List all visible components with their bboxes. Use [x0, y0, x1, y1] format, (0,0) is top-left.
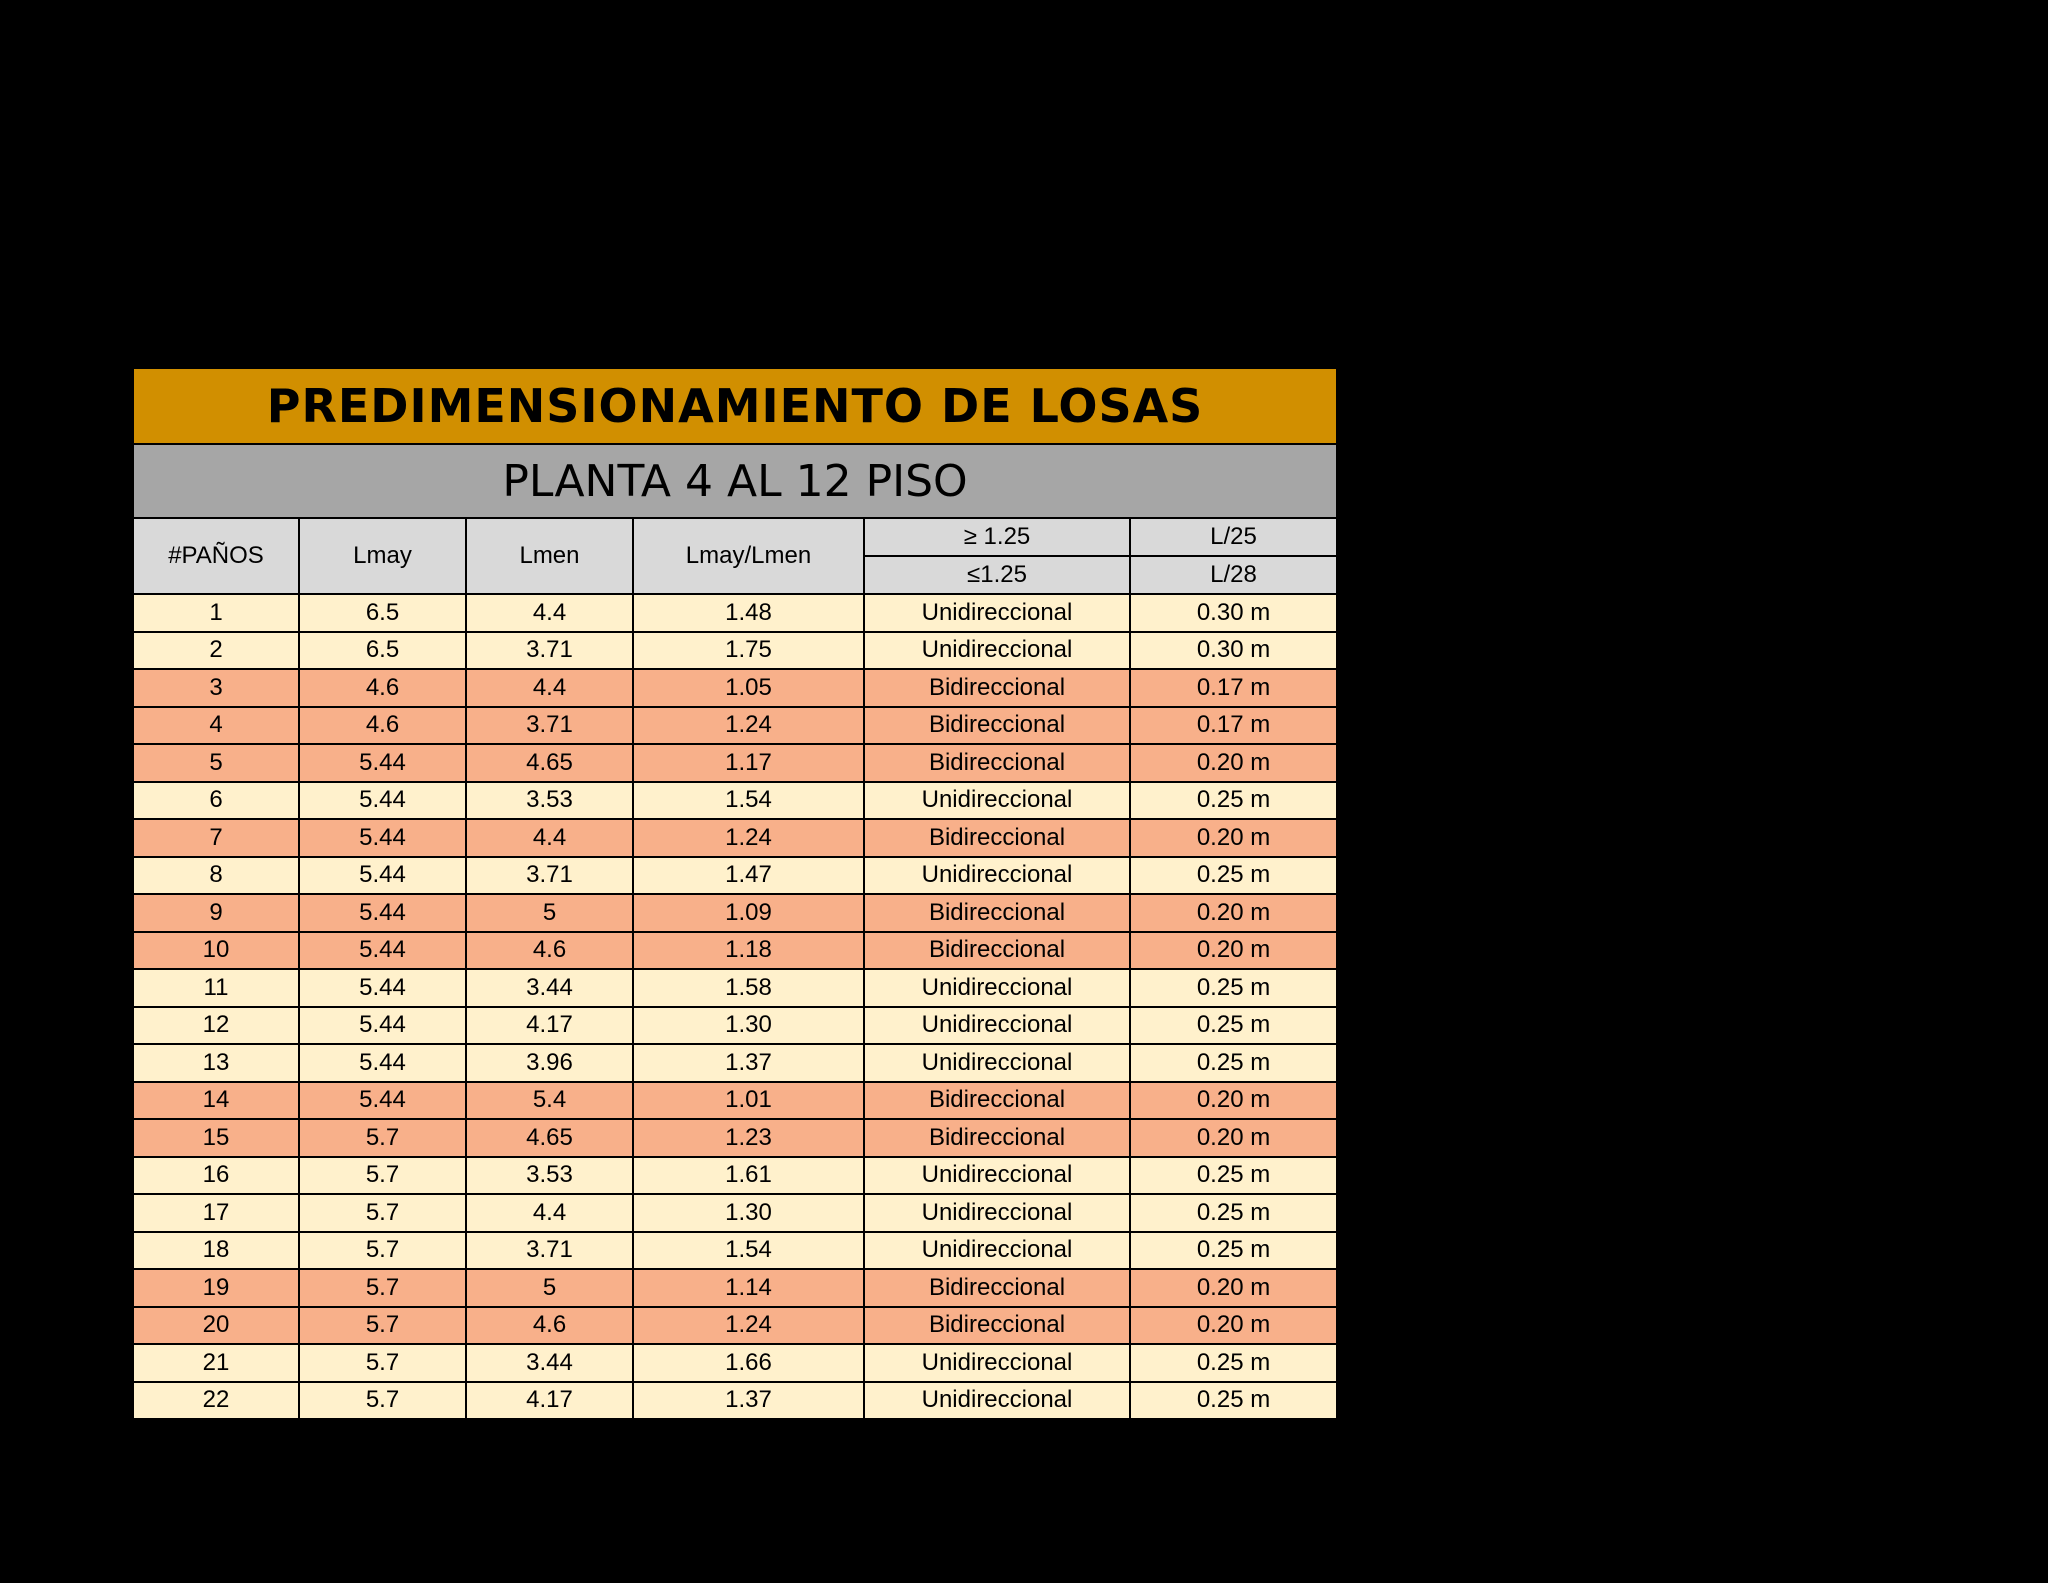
table-row	[133, 1044, 1337, 1082]
cell-espesor: 0.25 m	[1130, 782, 1337, 820]
cell-espesor: 0.17 m	[1130, 669, 1337, 707]
table-row	[133, 857, 1337, 895]
cell-lmay: 5.7	[299, 1157, 466, 1195]
cell-pano: 22	[133, 1382, 299, 1420]
cell-lmen: 3.71	[466, 857, 633, 895]
cell-ratio: 1.58	[633, 969, 864, 1007]
cell-espesor: 0.30 m	[1130, 594, 1337, 632]
header-lmen: Lmen	[466, 518, 633, 594]
cell-espesor: 0.25 m	[1130, 1007, 1337, 1045]
table-row	[133, 707, 1337, 745]
cell-tipo: Unidireccional	[864, 857, 1130, 895]
cell-tipo: Unidireccional	[864, 1344, 1130, 1382]
table-row	[133, 1269, 1337, 1307]
cell-lmay: 5.44	[299, 1007, 466, 1045]
cell-lmen: 4.4	[466, 594, 633, 632]
cell-tipo: Unidireccional	[864, 1232, 1130, 1270]
cell-lmay: 5.7	[299, 1232, 466, 1270]
cell-espesor: 0.20 m	[1130, 932, 1337, 970]
cell-espesor: 0.20 m	[1130, 1307, 1337, 1345]
cell-ratio: 1.23	[633, 1119, 864, 1157]
cell-lmay: 5.44	[299, 969, 466, 1007]
cell-ratio: 1.61	[633, 1157, 864, 1195]
cell-tipo: Unidireccional	[864, 1044, 1130, 1082]
cell-ratio: 1.01	[633, 1082, 864, 1120]
cell-lmay: 5.44	[299, 1082, 466, 1120]
table-row	[133, 594, 1337, 632]
cell-pano: 2	[133, 632, 299, 670]
table-row	[133, 1007, 1337, 1045]
cell-espesor: 0.25 m	[1130, 1044, 1337, 1082]
cell-espesor: 0.17 m	[1130, 707, 1337, 745]
cell-tipo: Bidireccional	[864, 1307, 1130, 1345]
table-row	[133, 1119, 1337, 1157]
cell-espesor: 0.20 m	[1130, 1269, 1337, 1307]
cell-espesor: 0.30 m	[1130, 632, 1337, 670]
cell-lmay: 4.6	[299, 669, 466, 707]
cell-ratio: 1.47	[633, 857, 864, 895]
cell-ratio: 1.24	[633, 819, 864, 857]
cell-ratio: 1.37	[633, 1382, 864, 1420]
cell-ratio: 1.48	[633, 594, 864, 632]
cell-espesor: 0.25 m	[1130, 1232, 1337, 1270]
cell-pano: 12	[133, 1007, 299, 1045]
cell-tipo: Unidireccional	[864, 594, 1130, 632]
cell-pano: 5	[133, 744, 299, 782]
cell-pano: 17	[133, 1194, 299, 1232]
cell-lmen: 4.4	[466, 819, 633, 857]
cell-lmay: 5.44	[299, 782, 466, 820]
table-row	[133, 819, 1337, 857]
cell-tipo: Bidireccional	[864, 744, 1130, 782]
cell-ratio: 1.24	[633, 1307, 864, 1345]
cell-lmay: 5.7	[299, 1307, 466, 1345]
table-row	[133, 932, 1337, 970]
cell-pano: 11	[133, 969, 299, 1007]
cell-tipo: Unidireccional	[864, 1382, 1130, 1420]
cell-lmay: 5.44	[299, 819, 466, 857]
cell-lmen: 5.4	[466, 1082, 633, 1120]
cell-tipo: Bidireccional	[864, 894, 1130, 932]
header-panos: #PAÑOS	[133, 518, 299, 594]
table-row	[133, 969, 1337, 1007]
cell-lmen: 3.44	[466, 969, 633, 1007]
cell-tipo: Unidireccional	[864, 632, 1130, 670]
header-condition-le: ≤1.25	[864, 556, 1130, 594]
cell-lmen: 3.53	[466, 782, 633, 820]
cell-tipo: Unidireccional	[864, 1157, 1130, 1195]
cell-tipo: Unidireccional	[864, 1194, 1130, 1232]
cell-espesor: 0.20 m	[1130, 1119, 1337, 1157]
cell-lmay: 5.7	[299, 1194, 466, 1232]
table-row	[133, 1382, 1337, 1420]
cell-lmen: 5	[466, 1269, 633, 1307]
cell-ratio: 1.54	[633, 782, 864, 820]
cell-lmay: 5.44	[299, 857, 466, 895]
cell-tipo: Bidireccional	[864, 932, 1130, 970]
cell-lmay: 4.6	[299, 707, 466, 745]
cell-lmen: 3.71	[466, 707, 633, 745]
cell-espesor: 0.25 m	[1130, 857, 1337, 895]
cell-lmay: 5.44	[299, 744, 466, 782]
cell-tipo: Bidireccional	[864, 707, 1130, 745]
cell-lmen: 3.96	[466, 1044, 633, 1082]
cell-lmay: 6.5	[299, 632, 466, 670]
cell-espesor: 0.25 m	[1130, 969, 1337, 1007]
cell-lmay: 5.7	[299, 1382, 466, 1420]
table-row	[133, 632, 1337, 670]
header-lmay: Lmay	[299, 518, 466, 594]
cell-tipo: Unidireccional	[864, 969, 1130, 1007]
cell-lmay: 5.44	[299, 894, 466, 932]
cell-tipo: Bidireccional	[864, 1082, 1130, 1120]
cell-pano: 10	[133, 932, 299, 970]
table-row	[133, 669, 1337, 707]
cell-espesor: 0.20 m	[1130, 744, 1337, 782]
cell-pano: 14	[133, 1082, 299, 1120]
subtitle-row	[133, 444, 1337, 518]
cell-pano: 8	[133, 857, 299, 895]
cell-lmen: 4.6	[466, 932, 633, 970]
cell-pano: 13	[133, 1044, 299, 1082]
table-row	[133, 1157, 1337, 1195]
cell-tipo: Bidireccional	[864, 1269, 1130, 1307]
header-formula-l28: L/28	[1130, 556, 1337, 594]
cell-tipo: Unidireccional	[864, 782, 1130, 820]
table-row	[133, 1194, 1337, 1232]
table-row	[133, 782, 1337, 820]
header-formula-l25: L/25	[1130, 518, 1337, 556]
cell-tipo: Bidireccional	[864, 819, 1130, 857]
table-row	[133, 1082, 1337, 1120]
cell-lmen: 4.4	[466, 1194, 633, 1232]
cell-lmen: 4.65	[466, 744, 633, 782]
cell-espesor: 0.25 m	[1130, 1344, 1337, 1382]
cell-lmay: 6.5	[299, 594, 466, 632]
cell-pano: 1	[133, 594, 299, 632]
table-row	[133, 744, 1337, 782]
cell-ratio: 1.37	[633, 1044, 864, 1082]
cell-lmay: 5.44	[299, 1044, 466, 1082]
cell-pano: 6	[133, 782, 299, 820]
cell-pano: 3	[133, 669, 299, 707]
cell-lmen: 3.71	[466, 1232, 633, 1270]
cell-ratio: 1.09	[633, 894, 864, 932]
cell-ratio: 1.75	[633, 632, 864, 670]
cell-espesor: 0.20 m	[1130, 819, 1337, 857]
table-subtitle: PLANTA 4 AL 12 PISO	[133, 444, 1337, 518]
cell-ratio: 1.05	[633, 669, 864, 707]
cell-tipo: Bidireccional	[864, 669, 1130, 707]
cell-ratio: 1.24	[633, 707, 864, 745]
cell-espesor: 0.20 m	[1130, 1082, 1337, 1120]
table-title: PREDIMENSIONAMIENTO DE LOSAS	[133, 368, 1337, 444]
cell-lmen: 4.17	[466, 1382, 633, 1420]
table-row	[133, 1344, 1337, 1382]
cell-pano: 18	[133, 1232, 299, 1270]
cell-lmen: 4.6	[466, 1307, 633, 1345]
cell-pano: 21	[133, 1344, 299, 1382]
table-row	[133, 894, 1337, 932]
cell-ratio: 1.66	[633, 1344, 864, 1382]
cell-ratio: 1.18	[633, 932, 864, 970]
cell-lmen: 4.17	[466, 1007, 633, 1045]
cell-pano: 9	[133, 894, 299, 932]
cell-espesor: 0.25 m	[1130, 1157, 1337, 1195]
cell-ratio: 1.30	[633, 1194, 864, 1232]
cell-lmen: 4.4	[466, 669, 633, 707]
cell-lmen: 3.44	[466, 1344, 633, 1382]
cell-espesor: 0.25 m	[1130, 1194, 1337, 1232]
table-body	[133, 594, 1337, 1419]
slab-predimension-table	[132, 367, 1338, 1420]
cell-ratio: 1.30	[633, 1007, 864, 1045]
header-ratio: Lmay/Lmen	[633, 518, 864, 594]
column-header-row	[133, 518, 1337, 556]
cell-espesor: 0.20 m	[1130, 894, 1337, 932]
cell-lmen: 5	[466, 894, 633, 932]
cell-pano: 7	[133, 819, 299, 857]
cell-ratio: 1.54	[633, 1232, 864, 1270]
cell-pano: 4	[133, 707, 299, 745]
cell-lmay: 5.44	[299, 932, 466, 970]
cell-pano: 20	[133, 1307, 299, 1345]
cell-lmay: 5.7	[299, 1119, 466, 1157]
cell-lmen: 3.71	[466, 632, 633, 670]
title-row	[133, 368, 1337, 444]
cell-pano: 16	[133, 1157, 299, 1195]
cell-tipo: Bidireccional	[864, 1119, 1130, 1157]
cell-lmay: 5.7	[299, 1269, 466, 1307]
cell-pano: 15	[133, 1119, 299, 1157]
cell-espesor: 0.25 m	[1130, 1382, 1337, 1420]
cell-lmay: 5.7	[299, 1344, 466, 1382]
table-row	[133, 1232, 1337, 1270]
header-condition-ge: ≥ 1.25	[864, 518, 1130, 556]
cell-tipo: Unidireccional	[864, 1007, 1130, 1045]
table-row	[133, 1307, 1337, 1345]
cell-ratio: 1.17	[633, 744, 864, 782]
cell-lmen: 3.53	[466, 1157, 633, 1195]
cell-pano: 19	[133, 1269, 299, 1307]
cell-lmen: 4.65	[466, 1119, 633, 1157]
cell-ratio: 1.14	[633, 1269, 864, 1307]
